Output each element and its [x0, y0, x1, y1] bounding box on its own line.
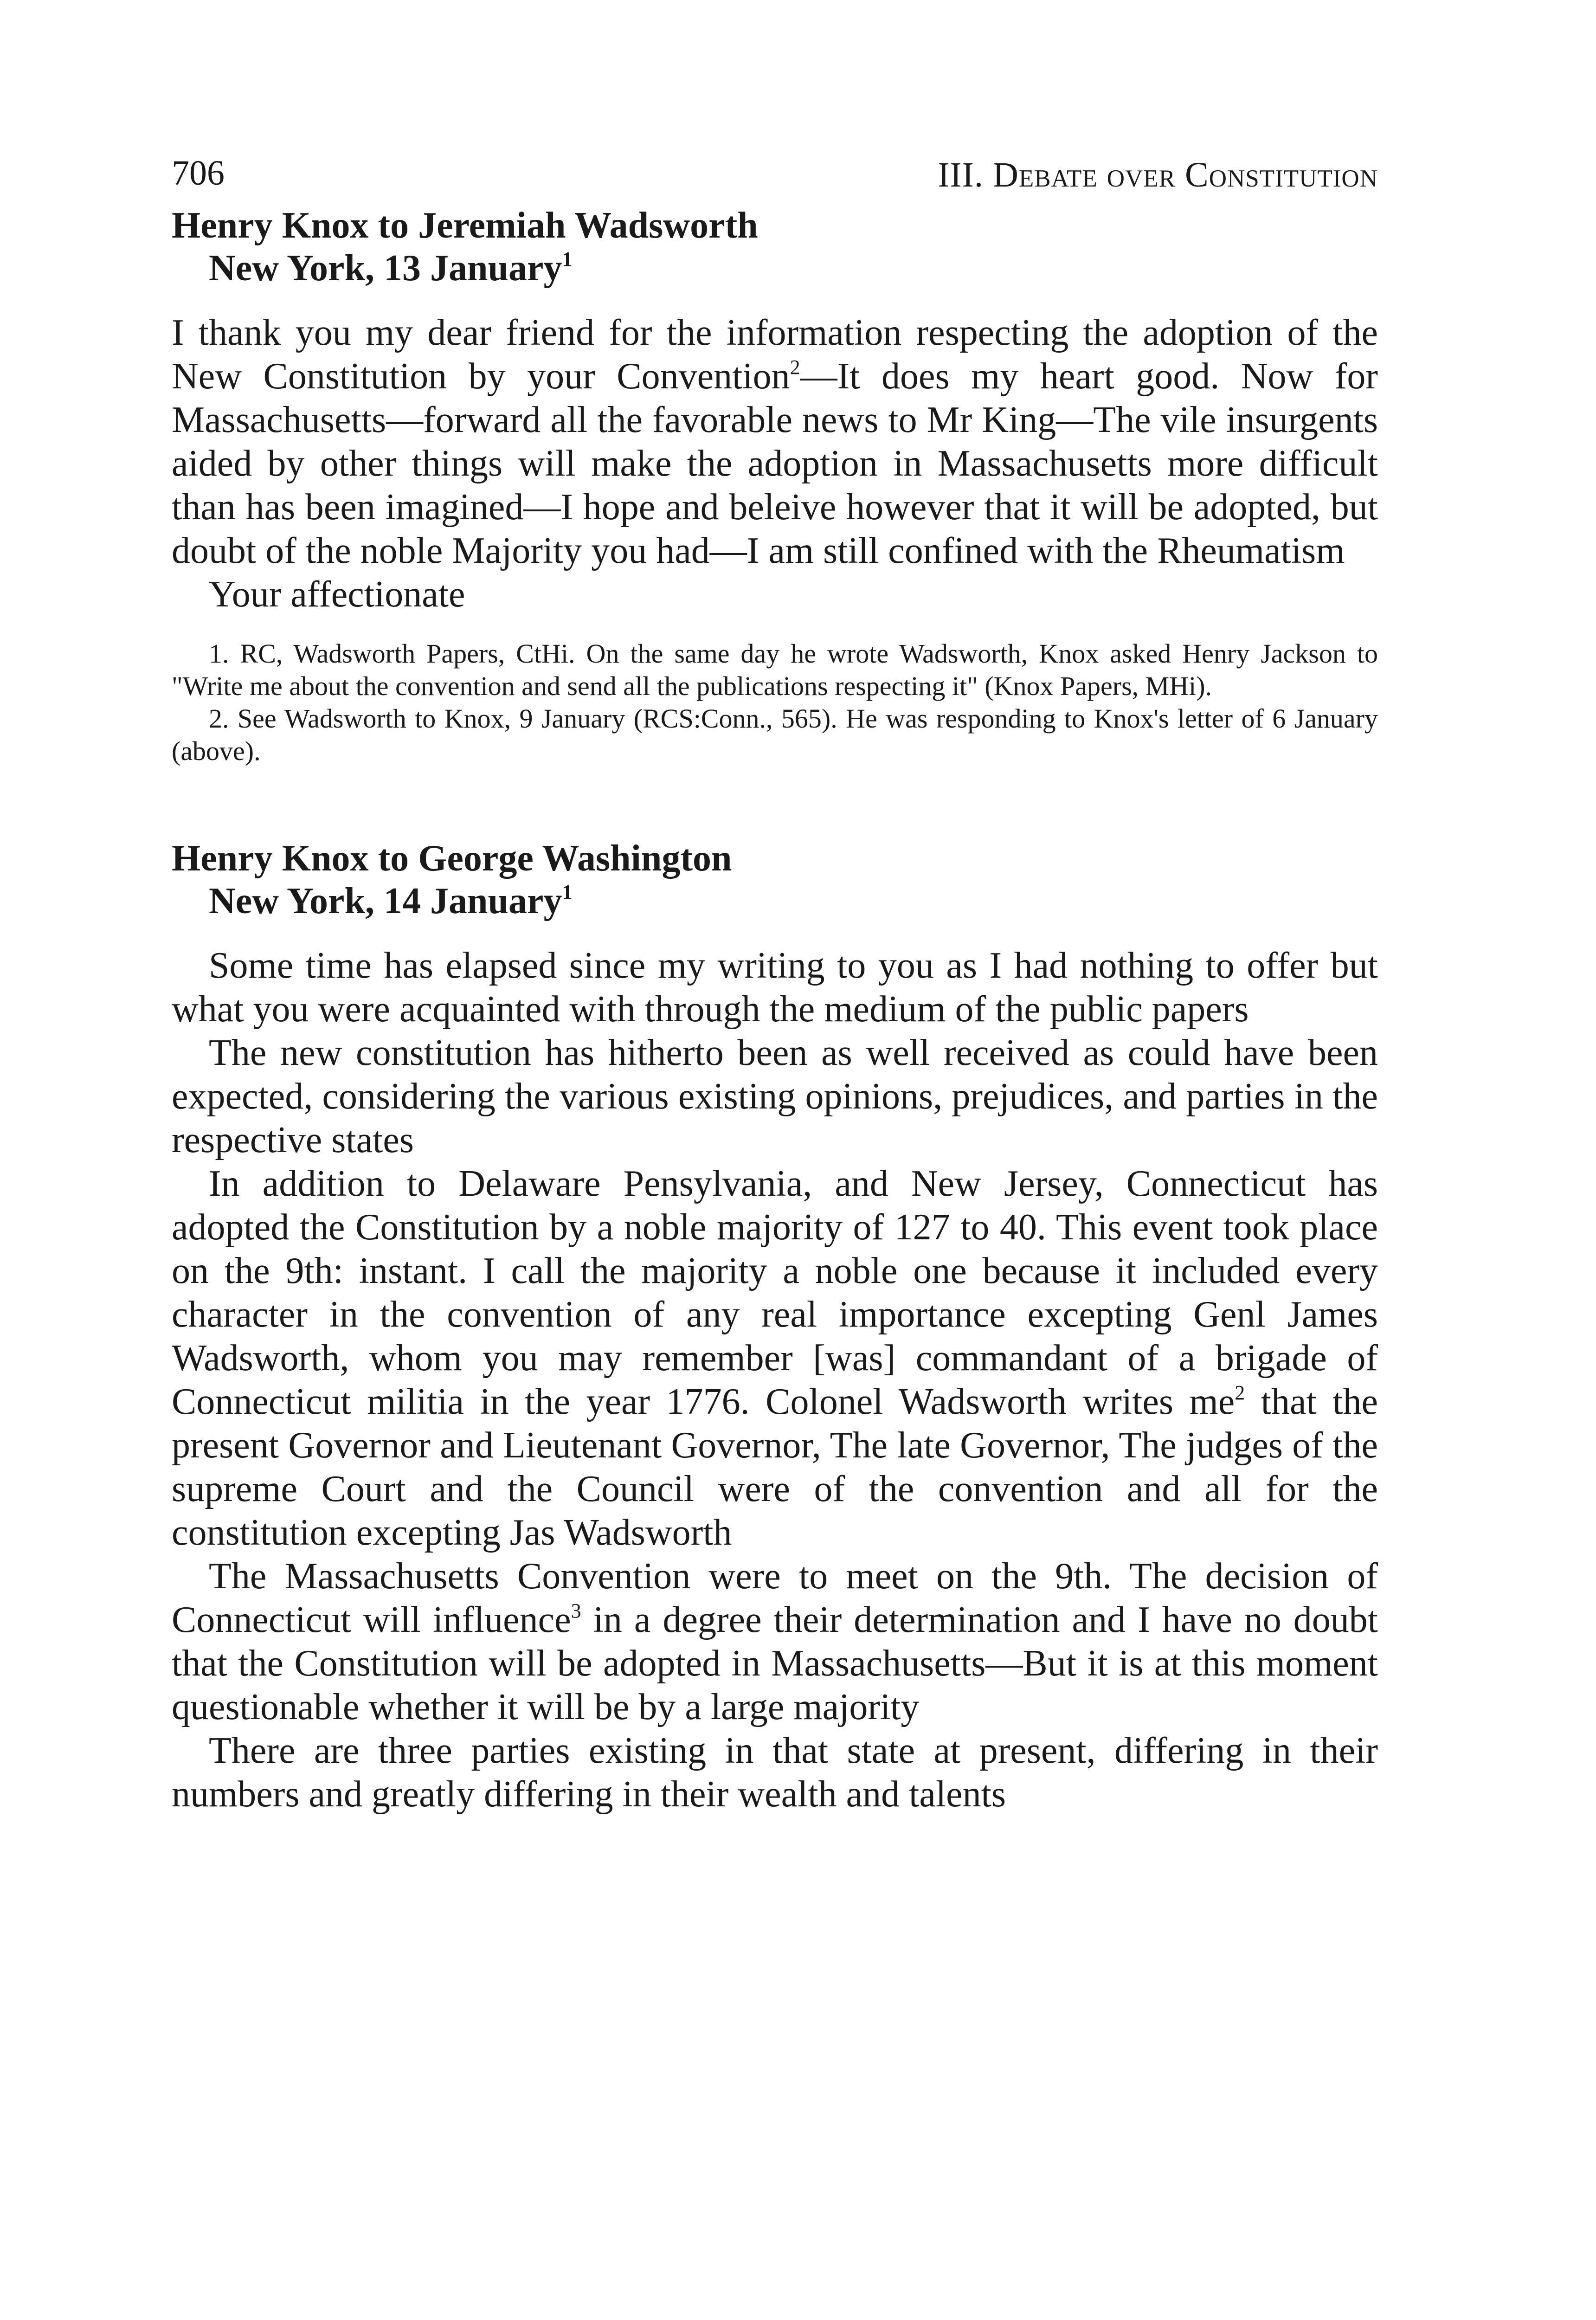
footnote-ref: 2: [1235, 1381, 1245, 1405]
letter2-paragraph: Some time has elapsed since my writing to you as I had nothing to offer but what you were acquainted with through the medium of the public papers: [172, 945, 1378, 1030]
letter2-paragraph: The Massachusetts Convention were to meet on the 9th. The decision of Connecticut will influence$^3$ in a degree their determination and I have no doubt that the Constitution will be adopted in Massachusetts—But it is at this moment questionable whether it will be by a large majority: [172, 1556, 1378, 1727]
document-page: [172, 153, 1378, 1816]
letter1-place-date: New York, 13 January$^1$: [209, 248, 573, 289]
letter1-title: Henry Knox to Jeremiah Wadsworth: [172, 205, 758, 246]
letter1-paragraph: I thank you my dear friend for the information respecting the adoption of the New Constitution by your Convention$^2$—It does my heart good. Now for Massachusetts—forward all the favorable news to Mr King—The vile insurgents aided by other things will make the adoption in Massachusetts more difficult than has been imagined—I hope and beleive however that it will be adopted, but doubt of the noble Majority you had—I am still confined with the Rheumatism: [172, 312, 1378, 571]
page-number: 706: [172, 154, 225, 193]
footnote-1: 1. RC, Wadsworth Papers, CtHi. On the same day he wrote Wadsworth, Knox asked Henry Jackson to "Write me about the convention and send all the publications respecting it" (Knox Papers, MHi).: [172, 638, 1378, 701]
section-title: III. Debate over Constitution: [938, 155, 1378, 194]
footnote-ref: 1: [562, 248, 573, 271]
letter2-title: Henry Knox to George Washington: [172, 838, 732, 879]
letter2-paragraph: In addition to Delaware Pensylvania, and New Jersey, Connecticut has adopted the Constitution by a noble majority of 127 to 40. This event took place on the 9th: instant. I call the majority a noble one because it included every character in the convention of any real importance excepting Genl James Wadsworth, whom you may remember [was] commandant of a brigade of Connecticut militia in the year 1776. Colonel Wadsworth writes $me^2$ that the present Governor and Lieutenant Governor, The late Governor, The judges of the supreme Court and the Council were of the convention and all for the constitution excepting Jas Wadsworth: [172, 1163, 1378, 1553]
letter1-closing: Your affectionate: [209, 574, 465, 615]
footnote-ref: 1: [562, 881, 573, 904]
letter2-place-date: New York, 14 January$^1$: [209, 881, 573, 922]
letter2-body: [172, 944, 1378, 1816]
letter2-paragraph: There are three parties existing in that state at present, differing in their numbers and greatly differing in their wealth and talents: [172, 1730, 1378, 1815]
letter1-body: [172, 311, 1378, 616]
footnote-ref: 2: [790, 356, 800, 379]
letter1-footnotes: [172, 638, 1378, 767]
running-head: [172, 153, 1378, 204]
letter2-heading: [172, 837, 1378, 922]
letter1-heading: [172, 204, 1378, 290]
footnote-ref: 3: [571, 1599, 581, 1623]
letter2-paragraph: The new constitution has hitherto been as well received as could have been expected, considering the various existing opinions, prejudices, and parties in the respective states: [172, 1032, 1378, 1160]
footnote-2: 2. See Wadsworth to Knox, 9 January (RCS:Conn., 565). He was responding to Knox's letter of 6 January (above).: [172, 703, 1378, 766]
